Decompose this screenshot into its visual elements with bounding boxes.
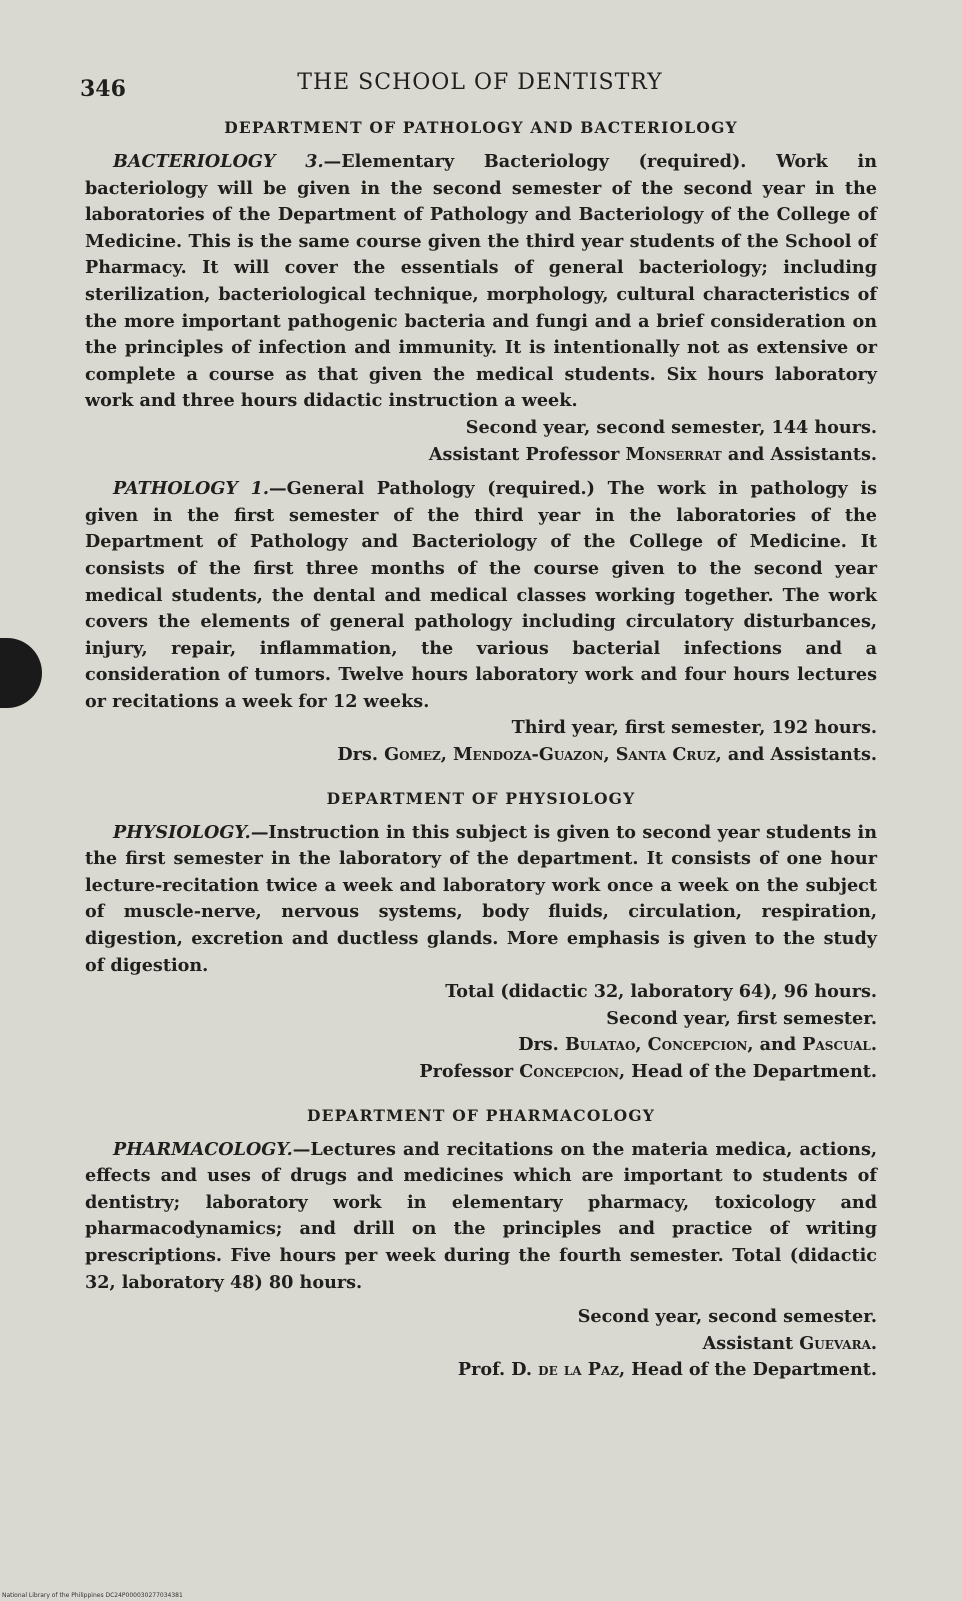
course-schedule: Third year, first semester, 192 hours. [511,717,877,739]
department-heading-pharmacology: DEPARTMENT OF PHARMACOLOGY [306,1105,656,1125]
page-header [80,70,880,106]
course-description: —Instruction in this subject is given to second year students in the first semester in the laboratory of the department. It consists of one hour lecture-recitation twice a week and laboratory work once a week on the subject of muscle-nerve, nervous systems, body fluids, circulation, respiration, digestion, excretion and ductless glands. More emphasis is given to the study of digestion. [85,821,877,976]
course-title: BACTERIOLOGY 3. [113,151,324,172]
department-head: Professor Concepcion, Head of the Department. [419,1061,877,1082]
bacteriology-paragraph [85,149,877,415]
course-total-hours: Total (didactic 32, laboratory 64), 96 hours. [445,981,877,1003]
department-head: Prof. D. de la Paz, Head of the Department. [457,1359,877,1381]
course-schedule: Second year, second semester. [577,1306,877,1328]
course-assistant: Assistant Guevara. [702,1332,877,1354]
pharmacology-paragraph [85,1137,877,1297]
running-head: THE SCHOOL OF DENTISTRY [297,70,663,95]
course-title: PHYSIOLOGY. [113,821,251,843]
course-schedule: Second year, first semester. [606,1007,877,1029]
course-description: —Elementary Bacteriology (required). Work in bacteriology will be given in the second semester of the second year in the laboratories of the Department of Pathology and Bacteriology of the College of Medicine. This is the same course given the third year students of the School of Pharmacy. It will cover the essentials of general bacteriology; including sterilization, bacteriological technique, morphology, cultural characteristics of the more important pathogenic bacteria and fungi and a brief consideration on the principles of infection and immunity. It is intentionally not as extensive or complete a course as that given the medical students. Six hours laboratory work and three hours didactic instruction a week. [85,151,877,412]
department-heading-physiology: DEPARTMENT OF PHYSIOLOGY [326,788,636,808]
pathology-paragraph [85,476,877,715]
course-staff: Drs. Bulatao, Concepcion, and Pascual. [518,1034,877,1056]
course-schedule: Second year, second semester, 144 hours. [465,416,877,438]
physiology-paragraph [85,820,877,980]
course-description: —Lectures and recitations on the materia medica, actions, effects and uses of drugs and medicines which are important to students of dentistry; laboratory work in elementary pharmacy, toxicology and pharmacodynamics; and drill on the principles and practice of writing prescriptions. Five hours per week during the fourth semester. Total (didactic 32, laboratory 48) 80 hours. [85,1138,877,1293]
library-credit: National Library of the Philippines DC24P000030277034381 [2,1592,183,1599]
department-heading-pathology-bacteriology: DEPARTMENT OF PATHOLOGY AND BACTERIOLOGY [224,118,738,137]
page-number: 346 [80,76,126,102]
scan-blot [0,638,42,708]
course-staff: Assistant Professor Monserrat and Assistants. [428,443,877,465]
course-title: PHARMACOLOGY. [113,1138,293,1160]
page-content [85,118,877,1384]
course-title: PATHOLOGY 1. [113,478,269,500]
course-description: —General Pathology (required.) The work in pathology is given in the first semester of the third year in the laboratories of the Department of Pathology and Bacteriology of the College of Medicine. It consists of the first three months of the course given to the second year medical students, the dental and medical classes working together. The work covers the elements of general pathology including circulatory disturbances, injury, repair, inflammation, the various bacterial infections and a consideration of tumors. Twelve hours laboratory work and four hours lectures or recitations a week for 12 weeks. [85,478,878,712]
course-staff: Drs. Gomez, Mendoza-Guazon, Santa Cruz, and Assistants. [337,744,877,766]
